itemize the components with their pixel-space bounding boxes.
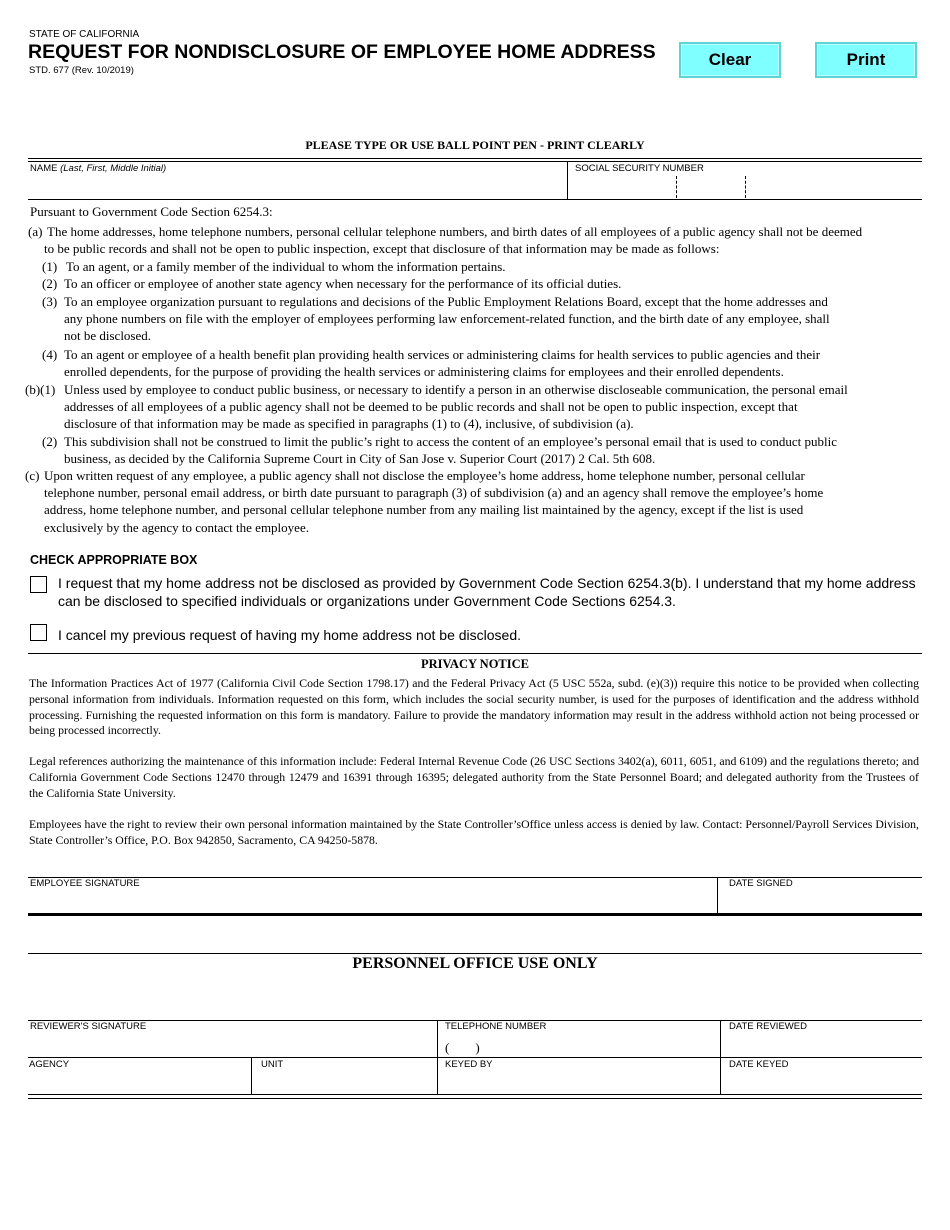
divider [720,1020,721,1094]
clause-b1-text: Unless used by employee to conduct public business, or necessary to identify a person in an otherwise discloseable communication, the personal email addresses of all employees of a public agency shall not be deemed to be public records and shall not be open to public inspection, except that disclosure of that information may be made as specified in paragraphs (1) to (4), inclusive, of subdivision (a). [64,382,848,432]
unit-label: UNIT [261,1059,284,1070]
privacy-paragraph-2: Legal references authorizing the maintenance of this information include: Federal Internal Revenue Code (26 USC Sections 3402(a), 6011, 6051, and 6109) and the regulations thereto; and California Government Code Sections 12470 through 12479 and 16391 through 16395; delegated authority from the State Personnel Board; and delegated authority from the Trustees of the California State University. [29,754,919,800]
date-keyed-field[interactable] [727,1071,920,1093]
privacy-heading: PRIVACY NOTICE [420,657,529,671]
employee-signature-label: EMPLOYEE SIGNATURE [30,878,140,889]
clause-a-text: to be public records and shall not be open to public inspection, except that disclosure of that information may be made as follows: [44,241,720,256]
clause-b2-marker: (2) [42,434,58,449]
telephone-field[interactable] [445,1033,715,1055]
clause-a3-marker: (3) [42,294,58,309]
request-nondisclosure-label: I request that my home address not be disclosed as provided by Government Code Section 6254.3(b). I understand that my home address can be disclosed to specified individuals or organizations under Government Code Sections 6254.3. [58,575,916,609]
clause-a4-marker: (4) [42,347,58,362]
date-reviewed-label: DATE REVIEWED [729,1021,807,1032]
clause-a4-text: To an agent or employee of a health benefit plan providing health services or administering claims for health services to public agencies and their enrolled dependents, for the purpose of providing the health services or administering claims for employees and their enrolled dependents. [64,347,821,380]
clause-c-marker: (c) [25,468,40,483]
privacy-paragraph-3: Employees have the right to review their own personal information maintained by the State Controller’sOffice unless access is denied by law. Contact: Personnel/Payroll Services Division, State Controller’s Office, P.O. Box 942850, Sacramento, CA 94250-5878. [29,817,919,847]
clause-a-marker: (a) [28,224,43,239]
date-signed-field[interactable] [725,890,920,912]
clause-c-text: Upon written request of any employee, a public agency shall not disclose the employee’s home address, home telephone number, personal cellular telephone number, personal email address, or birth date pursuant to paragraph (3) of subdivision (a) and an agency shall remove the employee’s home address, home telephone number, and personal cellular telephone number from any mailing list maintained by the agency, except if the list is used exclusively by the agency to contact the employee. [44,468,824,535]
divider [28,161,922,162]
clause-b2-text: This subdivision shall not be construed to limit the public’s right to access the content of an employee’s personal email that is used to conduct public business, as decided by the California Supreme Court in City of San Jose v. Superior Court (2017) 2 Cal. 5th 608. [64,434,837,467]
clause-a-text: The home addresses, home telephone numbers, personal cellular telephone numbers, and birth dates of all employees of a public agency shall not be deemed [47,224,863,239]
telephone-area-code: ( ) [445,1040,480,1055]
state-label: STATE OF CALIFORNIA [29,29,140,40]
divider [28,1098,922,1099]
ssn-separator [745,176,746,198]
reviewer-signature-label: REVIEWER'S SIGNATURE [30,1021,147,1032]
agency-label: AGENCY [29,1059,70,1070]
clear-button[interactable]: Clear [679,42,781,78]
office-heading: PERSONNEL OFFICE USE ONLY [352,955,598,972]
statute-intro: Pursuant to Government Code Section 6254.3: [30,204,273,219]
divider [717,877,718,914]
form-title: REQUEST FOR NONDISCLOSURE OF EMPLOYEE HOME ADDRESS [28,41,656,63]
clause-a3-text: To an employee organization pursuant to regulations and decisions of the Public Employment Relations Board, except that the home addresses and any phone numbers on file with the employer of employees performing law enforcement-related function, and the birth date of any employee, shall not be disclosed. [64,294,830,344]
divider [28,953,922,954]
divider [28,1094,922,1095]
divider [567,161,568,199]
request-nondisclosure-checkbox[interactable] [30,576,47,593]
divider [251,1057,252,1094]
divider [28,199,922,200]
divider [28,158,922,159]
date-keyed-label: DATE KEYED [729,1059,789,1070]
keyed-by-label: KEYED BY [445,1059,493,1070]
name-label: NAME (Last, First, Middle Initial) [30,163,167,174]
unit-field[interactable] [258,1071,433,1093]
ssn-separator [676,176,677,198]
cancel-request-label: I cancel my previous request of having my home address not be disclosed. [58,627,522,643]
clause-a1-text: To an agent, or a family member of the individual to whom the information pertains. [66,259,506,274]
ssn-label: SOCIAL SECURITY NUMBER [575,163,704,174]
date-reviewed-field[interactable] [727,1033,920,1055]
divider [28,653,922,654]
clause-a1-marker: (1) [42,259,58,274]
cancel-request-checkbox[interactable] [30,624,47,641]
thick-divider [28,913,922,916]
form-number: STD. 677 (Rev. 10/2019) [29,65,134,76]
telephone-label: TELEPHONE NUMBER [445,1021,547,1032]
print-button[interactable]: Print [815,42,917,78]
reviewer-signature-field[interactable] [30,1033,430,1055]
clause-a2-text: To an officer or employee of another state agency when necessary for the performance of its official duties. [64,276,622,291]
name-input[interactable] [30,175,560,197]
keyed-by-field[interactable] [445,1071,715,1093]
check-heading: CHECK APPROPRIATE BOX [30,553,198,567]
employee-signature-field[interactable] [30,890,710,912]
divider [28,1057,922,1058]
clause-a2-marker: (2) [42,276,58,291]
clause-b1-marker: (b)(1) [25,382,56,397]
date-signed-label: DATE SIGNED [729,878,793,889]
privacy-paragraph-1: The Information Practices Act of 1977 (California Civil Code Section 1798.17) and the Federal Privacy Act (5 USC 552a, subd. (e)(3)) require this notice to be provided when collecting personal information from individuals. Information requested on this form, which includes the social security number, is used for the purposes of identification and the address withhold processing. Furnishing the requested information on this form is mandatory. Failure to provide the mandatory information may result in the address withhold action not being processed or being processed incorrectly. [29,676,919,738]
instruction-text: PLEASE TYPE OR USE BALL POINT PEN - PRINT CLEARLY [305,138,645,152]
agency-field[interactable] [30,1071,245,1093]
ssn-input[interactable] [575,175,920,197]
divider [437,1020,438,1094]
